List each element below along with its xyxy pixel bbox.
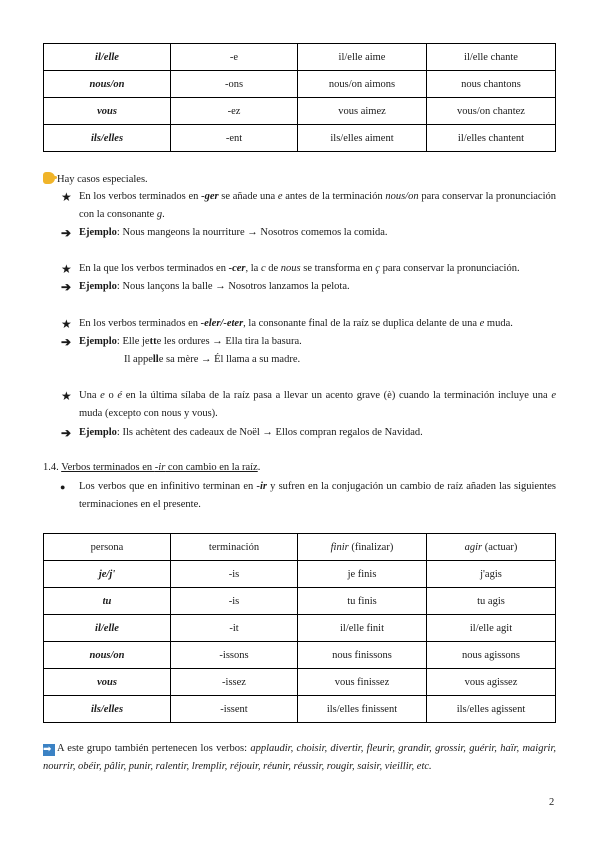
- example-cell: nous/on aimons: [298, 71, 427, 98]
- ending-cell: -e: [171, 44, 298, 71]
- ending-cell: -it: [171, 615, 298, 642]
- table-row: [44, 98, 556, 125]
- pronoun-cell: vous: [44, 669, 171, 696]
- rule-accent: Una e o é en la última sílaba de la raíz pasa a llevar un acento grave (è) cuando la terminación incluye una e muda (excepto con nous y vous).: [79, 390, 557, 419]
- example-cell: vous agissez: [427, 669, 556, 696]
- rule-ger: En los verbos terminados en -ger se añade una e antes de la terminación nous/on para conservar la pronunciación con la consonante g.: [79, 191, 556, 220]
- example-cell: il/elle finit: [298, 615, 427, 642]
- conjugation-table-ir: [43, 533, 556, 723]
- pronoun-cell: ils/elles: [44, 696, 171, 723]
- star-bullet-icon: ★: [61, 317, 72, 331]
- section-heading: 1.4. Verbos terminados en -ir con cambio en la raíz.: [43, 462, 261, 473]
- ending-cell: -ez: [171, 98, 298, 125]
- example-cell: il/elle agit: [427, 615, 556, 642]
- pronoun-cell: tu: [44, 588, 171, 615]
- ending-cell: -issent: [171, 696, 298, 723]
- ending-cell: -is: [171, 588, 298, 615]
- example-cell: vous/on chantez: [427, 98, 556, 125]
- ending-cell: -ent: [171, 125, 298, 152]
- star-bullet-icon: ★: [61, 389, 72, 403]
- example-cell: ils/elles agissent: [427, 696, 556, 723]
- header-cell: persona: [44, 534, 171, 561]
- ending-cell: -issons: [171, 642, 298, 669]
- table-row: [44, 125, 556, 152]
- example-cell: nous finissons: [298, 642, 427, 669]
- table-row: [44, 44, 556, 71]
- example-cell: j'agis: [427, 561, 556, 588]
- special-cases-heading: Hay casos especiales.: [43, 172, 148, 187]
- example-cell: il/elles chantent: [427, 125, 556, 152]
- example-cell: nous agissons: [427, 642, 556, 669]
- example-cell: tu finis: [298, 588, 427, 615]
- example-cell: je finis: [298, 561, 427, 588]
- arrow-bullet-icon: ➔: [61, 335, 72, 349]
- page-number: 2: [549, 797, 555, 808]
- header-cell: agir (actuar): [427, 534, 556, 561]
- example-cell: il/elle chante: [427, 44, 556, 71]
- arrow-bullet-icon: ➔: [61, 226, 72, 240]
- star-bullet-icon: ★: [61, 190, 72, 204]
- table-row: [44, 561, 556, 588]
- pronoun-cell: nous/on: [44, 642, 171, 669]
- example-cell: ils/elles aiment: [298, 125, 427, 152]
- pronoun-cell: vous: [44, 98, 171, 125]
- ending-cell: -ons: [171, 71, 298, 98]
- example-ger: Ejemplo: Nous mangeons la nourriture → Nosotros comemos la comida.: [79, 227, 388, 238]
- pronoun-cell: il/elle: [44, 615, 171, 642]
- rule-cer: En la que los verbos terminados en -cer, la c de nous se transforma en ç para conservar la pronunciación.: [79, 263, 520, 274]
- table-row: [44, 642, 556, 669]
- table-row: [44, 669, 556, 696]
- pronoun-cell: ils/elles: [44, 125, 171, 152]
- rule-eler: En los verbos terminados en -eler/-eter, la consonante final de la raíz se duplica delante de una e muda.: [79, 318, 513, 329]
- example-cell: ils/elles finissent: [298, 696, 427, 723]
- ending-cell: -issez: [171, 669, 298, 696]
- example-cell: nous chantons: [427, 71, 556, 98]
- pronoun-cell: il/elle: [44, 44, 171, 71]
- arrow-bullet-icon: ➔: [61, 280, 72, 294]
- round-bullet-icon: ●: [60, 482, 66, 492]
- ending-cell: -is: [171, 561, 298, 588]
- arrow-bullet-icon: ➔: [61, 426, 72, 440]
- pronoun-cell: nous/on: [44, 71, 171, 98]
- table-header-row: [44, 534, 556, 561]
- pronoun-cell: je/j': [44, 561, 171, 588]
- example-eler-1: Ejemplo: Elle jette les ordures → Ella tira la basura.: [79, 336, 302, 347]
- table-row: [44, 588, 556, 615]
- blue-right-arrow-icon: ➡: [43, 744, 55, 756]
- example-cell: vous aimez: [298, 98, 427, 125]
- verb-list-note: ➡ A este grupo también pertenecen los verbos: applaudir, choisir, divertir, fleurir, grandir, grossir, guérir, haïr, maigrir, nourrir, obéir, pâlir, punir, ralentir, lremplir, réjouir, réunir, réussir, rougir, saisir, vieillir, etc.: [43, 743, 557, 772]
- example-accent: Ejemplo: Ils achètent des cadeaux de Noël → Ellos compran regalos de Navidad.: [79, 427, 423, 438]
- pointing-hand-icon: [43, 172, 55, 184]
- header-cell: terminación: [171, 534, 298, 561]
- star-bullet-icon: ★: [61, 262, 72, 276]
- table-row: [44, 71, 556, 98]
- section-intro: Los verbos que en infinitivo terminan en -ir y sufren en la conjugación un cambio de raíz añaden las siguientes terminaciones en el presente.: [79, 481, 556, 510]
- example-eler-2: Il appelle sa mère → Él llama a su madre.: [124, 354, 301, 365]
- example-cell: vous finissez: [298, 669, 427, 696]
- table-row: [44, 696, 556, 723]
- example-cell: tu agis: [427, 588, 556, 615]
- header-cell: finir (finalizar): [298, 534, 427, 561]
- example-cer: Ejemplo: Nous lançons la balle → Nosotros lanzamos la pelota.: [79, 281, 350, 292]
- table-row: [44, 615, 556, 642]
- conjugation-table-regular: [43, 43, 556, 152]
- example-cell: il/elle aime: [298, 44, 427, 71]
